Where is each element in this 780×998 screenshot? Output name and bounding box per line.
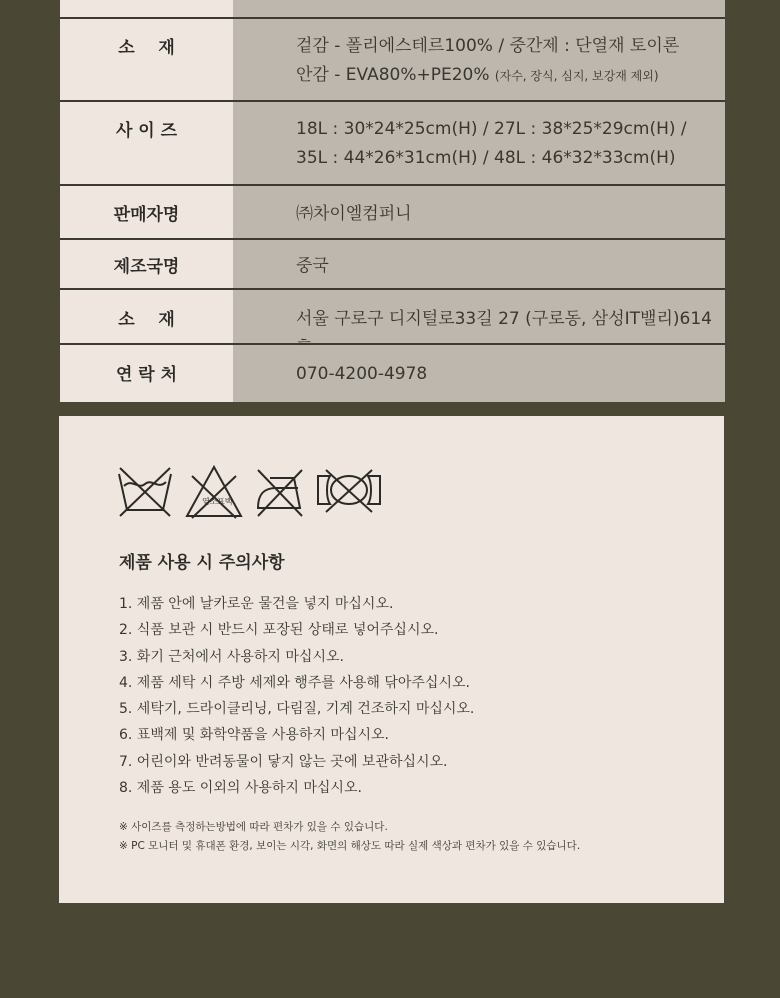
list-item: 6. 표백제 및 화학약품을 사용하지 마십시오. xyxy=(119,727,389,744)
material-outer: 겉감 - 폴리에스테르100% / 중간제 : 단열재 토이론 xyxy=(296,36,680,56)
spec-label: 사 이 즈 xyxy=(60,102,233,184)
caution-panel xyxy=(59,416,724,903)
material-note: (자수, 장식, 심지, 보강재 제외) xyxy=(494,69,659,83)
spec-value: 서울 구로구 디지털로33길 27 (구로동, 삼성IT밸리)614 xyxy=(233,290,725,343)
no-ironing-icon xyxy=(254,464,306,520)
list-item: 1. 제품 안에 날카로운 물건을 넣지 마십시오. xyxy=(119,596,394,612)
caution-title: 제품 사용 시 주의사항 xyxy=(119,553,285,573)
spec-value xyxy=(233,102,725,184)
spec-value: 070-4200-4978 xyxy=(233,345,725,402)
spec-row-material xyxy=(60,19,725,102)
list-item: 8. 제품 용도 이외의 사용하지 마십시오. xyxy=(119,780,362,797)
spec-row-country xyxy=(60,240,725,290)
spec-label: 제조국명 xyxy=(60,240,233,288)
size-line-1: 18L : 30*24*25cm(H) / 27L : 38*25*29cm(H) / xyxy=(296,119,687,139)
no-washing-icon xyxy=(116,464,174,520)
spec-value xyxy=(233,19,725,100)
list-item: 4. 제품 세탁 시 주방 세제와 행주를 사용해 닦아주십시오. xyxy=(119,674,470,691)
no-tumble-dry-icon xyxy=(316,464,382,520)
spec-row-address xyxy=(60,290,725,345)
caution-rules-list xyxy=(119,591,474,801)
spec-row-contact xyxy=(60,345,725,402)
material-inner: 안감 - EVA80%+PE20% xyxy=(296,65,490,85)
product-spec-table xyxy=(60,0,725,402)
material-inner-line xyxy=(296,61,725,91)
spec-row-top xyxy=(60,0,725,19)
bleach-text-left: 염소 xyxy=(202,497,218,506)
spec-label: 연 락 처 xyxy=(60,345,233,402)
size-line-2: 35L : 44*26*31cm(H) / 48L : 46*32*33cm(H) xyxy=(296,148,676,168)
spec-value: 중국 xyxy=(233,240,725,288)
list-item: 7. 어린이와 반려동물이 닿지 않는 곳에 보관하십시오. xyxy=(119,753,448,770)
list-item: 2. 식품 보관 시 반드시 포장된 상태로 넣어주십시오. xyxy=(119,622,439,639)
note-item: ※ 사이즈를 측정하는방법에 따라 편차가 있을 수 있습니다. xyxy=(119,821,388,833)
list-item: 5. 세탁기, 드라이클리닝, 다림질, 기계 건조하지 마십시오. xyxy=(119,701,475,718)
list-item: 3. 화기 근처에서 사용하지 마십시오. xyxy=(119,648,344,665)
caution-notes xyxy=(119,818,580,856)
spec-value: ㈜차이엘컴퍼니 xyxy=(233,186,725,238)
spec-row-size xyxy=(60,102,725,186)
spec-label: 소 재 xyxy=(60,290,233,343)
no-bleach-icon xyxy=(184,464,244,520)
bleach-text-right: 표백 xyxy=(217,497,233,506)
spec-value xyxy=(233,0,725,17)
spec-label: 소 재 xyxy=(60,19,233,100)
care-icons xyxy=(116,464,382,520)
spec-row-seller xyxy=(60,186,725,240)
note-item: ※ PC 모니터 및 휴대폰 환경, 보이는 시각, 화면의 해상도 따라 실제 색상과 편차가 있을 수 있습니다. xyxy=(119,840,581,852)
spec-label xyxy=(60,0,233,17)
spec-label: 판매자명 xyxy=(60,186,233,238)
